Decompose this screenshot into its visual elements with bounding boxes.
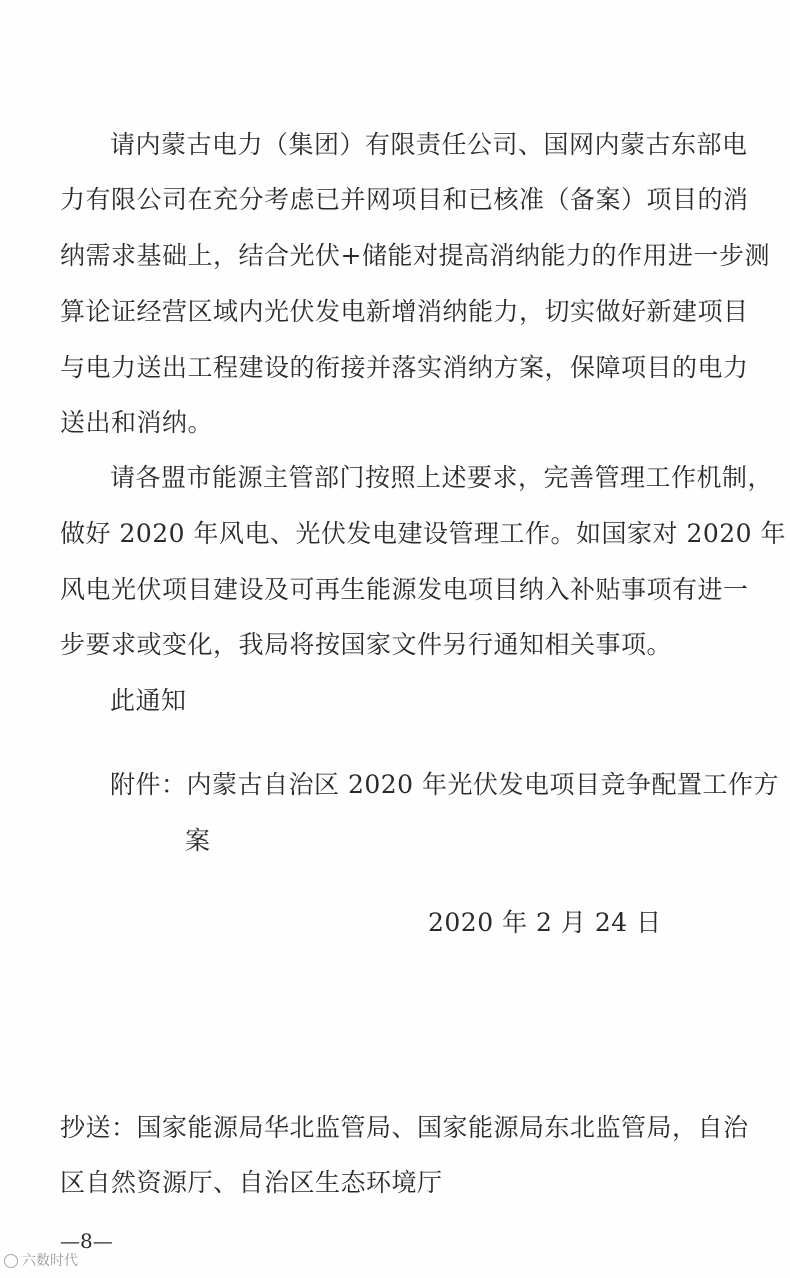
attachment-line-1: 附件：内蒙古自治区 2020 年光伏发电项目竞争配置工作方	[110, 770, 780, 799]
page-number: —8—	[60, 1229, 113, 1253]
paragraph-1-line-1: 请内蒙古电力（集团）有限责任公司、国网内蒙古东部电	[110, 130, 748, 159]
paragraph-1-line-3: 纳需求基础上，结合光伏+储能对提高消纳能力的作用进一步测	[60, 241, 770, 270]
paragraph-2-line-3: 风电光伏项目建设及可再生能源发电项目纳入补贴事项有进一	[60, 575, 749, 604]
paragraph-1-line-4: 算论证经营区域内光伏发电新增消纳能力，切实做好新建项目	[60, 297, 749, 326]
cc-line-2: 区自然资源厅、自治区生态环境厅	[60, 1168, 443, 1197]
paragraph-1-line-5: 与电力送出工程建设的衔接并落实消纳方案，保障项目的电力	[60, 353, 749, 382]
watermark	[4, 1252, 78, 1270]
paragraph-2-line-2: 做好 2020 年风电、光伏发电建设管理工作。如国家对 2020 年	[60, 519, 787, 548]
cc-line-1: 抄送：国家能源局华北监管局、国家能源局东北监管局，自治	[60, 1113, 749, 1142]
paragraph-2-line-1: 请各盟市能源主管部门按照上述要求，完善管理工作机制，	[110, 463, 774, 492]
attachment-line-2: 案	[185, 826, 211, 855]
paragraph-1-line-6: 送出和消纳。	[60, 408, 214, 437]
issue-date: 2020 年 2 月 24 日	[428, 908, 662, 937]
closing-text: 此通知	[110, 686, 187, 715]
paragraph-1-line-2: 力有限公司在充分考虑已并网项目和已核准（备案）项目的消	[60, 185, 749, 214]
watermark-logo-icon	[4, 1254, 18, 1268]
watermark-text: 六数时代	[22, 1253, 78, 1269]
paragraph-2-line-4: 步要求或变化，我局将按国家文件另行通知相关事项。	[60, 630, 673, 659]
